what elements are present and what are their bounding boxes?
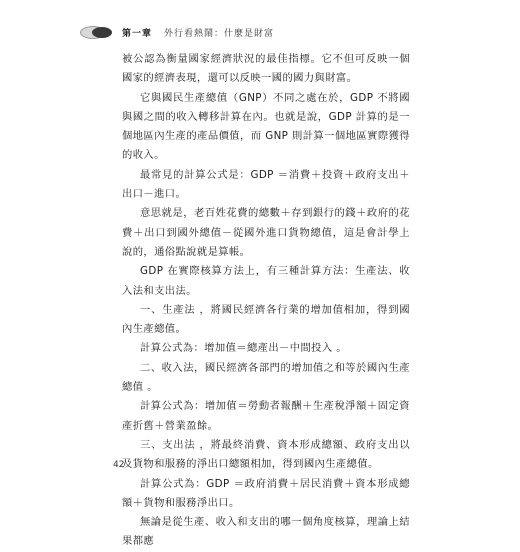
paragraph: 計算公式為：GDP ＝政府消費＋居民消費＋資本形成總額＋貨物和服務淨出口。 (122, 477, 410, 509)
paragraph: 二、收入法，國民經濟各部門的增加值之和等於國內生產總值 。 (122, 361, 410, 394)
chapter-tab-graphic (80, 24, 116, 40)
body-text (122, 50, 410, 552)
page-number: 42 (113, 460, 125, 470)
paragraph: 一、生產法 ，將國民經濟各行業的增加值相加，得到國內生產總值。 (122, 303, 410, 336)
paragraph: 無論是從生產、收入和支出的哪一個角度核算，理論上結果都應 (122, 516, 410, 548)
chapter-tab-oval-front (92, 27, 112, 38)
paragraph: 最常見的計算公式是：GDP ＝消費＋投資＋政府支出＋出口－進口。 (122, 168, 410, 201)
paragraph: 計算公式為：增加值＝總產出－中間投入 。 (140, 342, 347, 355)
paragraph: 三、支出法 ，將最終消費、資本形成總額、政府支出以及貨物和服務的淨出口總額相加，得到國內生產總值。 (122, 438, 410, 471)
chapter-title: 外行看熱鬧：什麼是財富 (164, 28, 275, 39)
paragraph: 它與國民生產總值（GNP）不同之處在於，GDP 不將國與國之間的收入轉移計算在內。也就是說，GDP 計算的是一個地區內生產的產品價值，而 GNP 則計算一個地區實際獲得的收入。 (122, 91, 410, 162)
paragraph: 意思就是，老百姓花費的總數＋存到銀行的錢＋政府的花費＋出口到國外總值－從國外進口貨物總值，這是會計學上說的，通俗點說就是算帳。 (122, 207, 410, 258)
paragraph: GDP 在實際核算方法上，有三種計算方法：生產法、收入法和支出法。 (122, 265, 410, 297)
chapter-label: 第一章 (122, 28, 153, 39)
paragraph: 計算公式為：增加值＝勞動者報酬＋生產稅淨額＋固定資產折舊＋營業盈餘。 (122, 400, 410, 432)
paragraph: 被公認為衡量國家經濟狀況的最佳指標。它不但可反映一個國家的經濟表現，還可以反映一國的國力與財富。 (122, 53, 410, 85)
running-header (80, 22, 274, 42)
